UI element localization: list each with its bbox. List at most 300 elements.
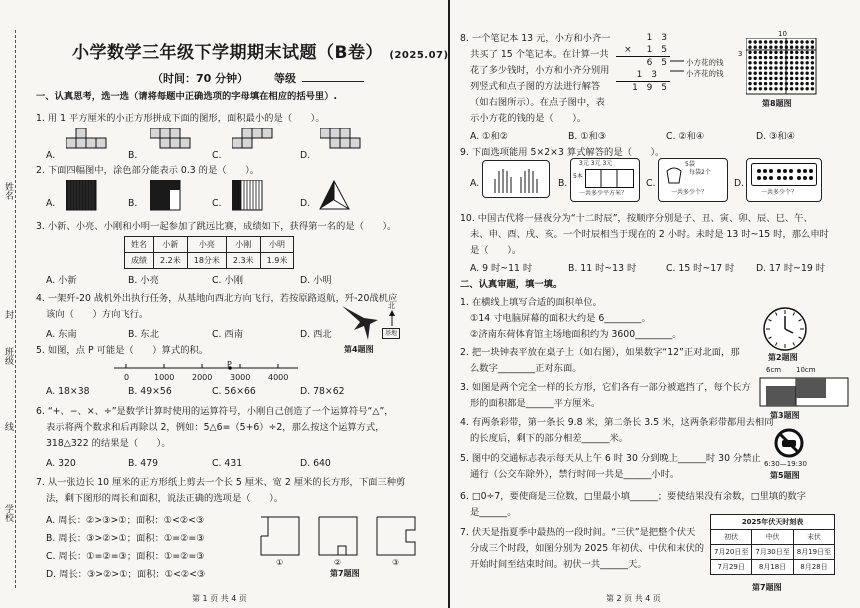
north-arrow-icon: [387, 310, 397, 326]
q8-dot: [780, 82, 783, 85]
q6-option-d[interactable]: D. 640: [300, 458, 331, 469]
f7-table-header: 中伏: [752, 530, 793, 545]
q8-dot: [769, 51, 772, 54]
q8-vertical-calc: [616, 32, 670, 94]
f5-text-line1[interactable]: 5. 图中的交通标志表示每天从上午 6 时 30 分到晚上______时 30 分禁止: [460, 453, 761, 464]
q7-figure-label: ③: [392, 558, 400, 567]
q8-dot: [806, 56, 809, 59]
q3-table-cell: 18分米: [187, 253, 226, 269]
exam-date: (2025.07): [389, 50, 449, 61]
q10-text-line2: 未、申、酉、戌、亥。一个时辰相当于现在的 2 小时。未时是 13 时~15 时，那么申时: [470, 229, 829, 240]
q6-text-line3: 318△322 的结果是（ ）。: [46, 438, 171, 449]
q5-option-a[interactable]: A. 18×38: [46, 386, 90, 397]
f7-table-cell: 8月18日: [752, 560, 793, 575]
left-page-footer: 第 1 页 共 4 页: [192, 594, 247, 603]
binding-name-label: 姓名: [3, 182, 13, 200]
q6-text-line2: 表示将两个数求和后再除以 2，例如：5△6=（5+6）÷2，那么按这个运算方式，: [46, 422, 385, 433]
q4-caption: 第4题图: [344, 345, 374, 354]
q8-dot: [759, 51, 762, 54]
q3-table-header: 小新: [154, 237, 188, 253]
binding-seal-label: 封: [3, 310, 13, 319]
q2-figure-a: [66, 180, 98, 212]
f7-table-cell: 8月19日至: [793, 545, 834, 560]
q3-table-cell: 2.3米: [226, 253, 260, 269]
q5-option-c[interactable]: C. 56×66: [212, 386, 256, 397]
q8-dot: [780, 61, 783, 64]
q8-dot: [754, 82, 757, 85]
q8-dot: [759, 72, 762, 75]
q4-base-label: 基地: [382, 328, 400, 339]
q2-option-d[interactable]: D.: [300, 198, 311, 209]
f7-caption: 第7题图: [752, 583, 782, 592]
q8-dot: [764, 87, 767, 90]
q8-dot: [780, 77, 783, 80]
q8-dot: [800, 82, 803, 85]
q9-option-a[interactable]: A.: [470, 178, 480, 189]
q8-calc-row: × 1 5: [616, 44, 670, 57]
q8-dot: [795, 51, 798, 54]
q8-option-d[interactable]: D. ③和④: [756, 131, 796, 142]
q3-table-cell: 2.2米: [154, 253, 188, 269]
q8-dot: [780, 46, 783, 49]
q8-dot: [785, 82, 788, 85]
q8-text-line2: 共买了 15 个笔记本。在计算一共: [470, 49, 609, 60]
q8-dot: [764, 61, 767, 64]
q6-option-c[interactable]: C. 431: [212, 458, 243, 469]
q1-shape-b: [150, 128, 200, 158]
q10-option-c[interactable]: C. 15 时~17 时: [666, 263, 735, 274]
q8-dot: [785, 56, 788, 59]
q8-dot: [764, 46, 767, 49]
q3-table-header: 小明: [260, 237, 294, 253]
q8-dot: [795, 87, 798, 90]
q8-dot: [759, 66, 762, 69]
q9-b-rect-icon: [585, 169, 635, 189]
q8-dot: [785, 40, 788, 43]
q8-calc-row: 1 3: [616, 69, 670, 82]
q8-dot: [764, 82, 767, 85]
q9-d-dots-icon: [751, 163, 817, 187]
q8-text-line1: 8. 一个笔记本 13 元，小方和小齐一: [460, 33, 611, 44]
q8-dot: [806, 87, 809, 90]
q7-option-a[interactable]: A. 周长：②>③>①；面积：①<②<③: [46, 515, 205, 526]
q6-option-a[interactable]: A. 320: [46, 458, 76, 469]
f3-text-line2[interactable]: 形的面积都是______平方厘米。: [470, 398, 601, 409]
q8-option-a[interactable]: A. ①和②: [470, 131, 509, 142]
q8-dot: [795, 66, 798, 69]
q8-dot: [780, 66, 783, 69]
f7-table-title: 2025年伏天时刻表: [711, 515, 835, 530]
q8-note-qi: 小齐花的钱: [686, 69, 724, 78]
binding-strip: [0, 0, 30, 608]
q5-tick-label: 3000: [230, 373, 251, 382]
q3-option-a[interactable]: A. 小新: [46, 275, 77, 286]
f7-table-cell: 7月29日: [711, 560, 752, 575]
f7-text-line1: 7. 伏天是指夏季中最热的一段时间。“三伏”是把整个伏天: [460, 527, 696, 538]
q1-text: 1. 用 1 平方厘米的小正方形拼成下面的图形，面积最小的是（ ）。: [36, 113, 325, 124]
q8-dot: [754, 66, 757, 69]
q8-dots-top-label: 10: [778, 30, 787, 38]
q5-option-d[interactable]: D. 78×62: [300, 386, 345, 397]
q8-dot: [759, 82, 762, 85]
q8-dot: [785, 61, 788, 64]
f3-width-2: 10cm: [796, 366, 816, 374]
q8-option-c[interactable]: C. ②和④: [666, 131, 705, 142]
q9-c-bags: 5袋: [685, 161, 695, 168]
q8-dot: [811, 51, 814, 54]
q6-option-b[interactable]: B. 479: [128, 458, 159, 469]
q3-option-b[interactable]: B. 小亮: [128, 275, 159, 286]
q8-dot: [800, 46, 803, 49]
q8-dot: [748, 77, 751, 80]
q1-shape-c: [232, 128, 282, 158]
q8-dot: [774, 87, 777, 90]
q8-text-line3: 花了多少钱时，小方和小齐分别用: [470, 65, 610, 76]
q8-dot: [800, 56, 803, 59]
q8-calc-row: 1 9 5: [632, 83, 670, 93]
q7-option-c[interactable]: C. 周长：①=②=③；面积：①=②=③: [46, 551, 205, 562]
q8-dot: [754, 56, 757, 59]
q8-dot: [785, 87, 788, 90]
q4-jet-icon: [338, 300, 382, 344]
q8-dot: [806, 51, 809, 54]
q3-option-c[interactable]: C. 小刚: [212, 275, 243, 286]
q1-option-b[interactable]: B.: [128, 150, 138, 161]
q8-dot: [800, 72, 803, 75]
q5-option-b[interactable]: B. 49×56: [128, 386, 172, 397]
q3-table-header: 小亮: [187, 237, 226, 253]
q4-option-c[interactable]: C. 西南: [212, 329, 243, 340]
f7-table-header: 初伏: [711, 530, 752, 545]
q8-dot: [748, 46, 751, 49]
q8-dot: [769, 66, 772, 69]
q8-dot: [800, 66, 803, 69]
q8-dot: [790, 77, 793, 80]
q3-table-cell: 成绩: [125, 253, 154, 269]
section-1-heading: 一、认真思考，选一选（请将每题中正确选项的字母填在相应的括号里）.: [36, 91, 338, 102]
q10-option-a[interactable]: A. 9 时~11 时: [470, 263, 533, 274]
q8-dot: [811, 77, 814, 80]
q8-text-line4: 列竖式和点子图的方法进行解答: [470, 81, 601, 92]
q8-dot: [795, 46, 798, 49]
q8-dot: [795, 40, 798, 43]
exam-meta: [152, 70, 364, 86]
f4-text-line2[interactable]: 的长度后，剩下的部分相差______米。: [470, 433, 629, 444]
grade-label: 等级: [273, 72, 296, 85]
page-divider: [448, 0, 450, 608]
q8-dot: [769, 61, 772, 64]
q8-dot: [774, 46, 777, 49]
q2-figure-c: [232, 180, 264, 212]
f7-table-cell: 7月30日至: [752, 545, 793, 560]
f2-caption: 第2题图: [768, 353, 798, 362]
q8-dot: [774, 72, 777, 75]
binding-school-label: 学校: [3, 504, 13, 522]
q8-dot: [774, 77, 777, 80]
f7-table-header: 末伏: [793, 530, 834, 545]
q8-dot: [790, 61, 793, 64]
q4-text-line1: 4. 一架歼-20 战机外出执行任务，从基地向西北方向飞行，若按原路返航，歼-20战机应: [36, 293, 398, 304]
right-column: [456, 0, 856, 608]
q8-dot: [759, 87, 762, 90]
q8-dot: [769, 82, 772, 85]
q8-caption: 第8题图: [762, 99, 792, 108]
q9-c-each: 每袋2个: [689, 169, 711, 176]
q8-calc-row: 6 5: [646, 58, 670, 68]
q8-dot: [759, 77, 762, 80]
q8-dot: [785, 51, 788, 54]
q8-dot: [764, 66, 767, 69]
q9-text: 9. 下面选项能用 5×2×3 算式解答的是（ ）。: [460, 147, 665, 158]
q1-shape-a: [66, 128, 116, 158]
q8-dot: [806, 46, 809, 49]
q7-cut-figure-2: [318, 516, 358, 556]
q8-dot: [748, 61, 751, 64]
q8-dot: [764, 51, 767, 54]
q10-option-b[interactable]: B. 11 时~13 时: [568, 263, 637, 274]
q8-dot: [795, 61, 798, 64]
q4-option-d[interactable]: D. 西北: [300, 329, 332, 340]
clock-icon: [762, 306, 808, 352]
f3-width-1: 6cm: [766, 366, 782, 374]
q8-dot: [769, 40, 772, 43]
q6-text-line1: 6. “+、−、×、÷”是数学计算时使用的运算符号，小刚自己创造了一个运算符号“△”，: [36, 406, 394, 417]
f7-text-line2: 分成三个时段，如图分别为 2025 年初伏、中伏和末伏的: [470, 543, 705, 554]
q8-dot: [790, 46, 793, 49]
q8-dot: [811, 56, 814, 59]
q9-option-b[interactable]: B.: [558, 178, 568, 189]
q8-dot: [790, 51, 793, 54]
q9-b-mid-label: 5本: [573, 173, 583, 180]
no-car-sign-icon: [774, 428, 804, 458]
q8-dot: [759, 40, 762, 43]
q8-dot: [759, 61, 762, 64]
q2-option-c[interactable]: C.: [212, 198, 222, 209]
f7-table-cell: 8月28日: [793, 560, 834, 575]
q8-dot: [811, 61, 814, 64]
q8-dot: [795, 56, 798, 59]
f6-text[interactable]: 6. □0÷7，要使商是三位数，□里最小填______；要使结果没有余数，□里填的数字: [460, 491, 807, 502]
q8-dot: [754, 51, 757, 54]
q1-option-d[interactable]: D.: [300, 150, 311, 161]
q8-dot: [780, 72, 783, 75]
q10-text-line3: 是（ ）。: [470, 245, 522, 256]
q1-shape-d: [320, 128, 370, 158]
q8-dot: [790, 72, 793, 75]
q7-caption: 第7题图: [330, 569, 360, 578]
q8-dot: [790, 66, 793, 69]
q8-dot: [754, 72, 757, 75]
q9-option-c[interactable]: C.: [646, 178, 656, 189]
f4-text-line1: 4. 有两条彩带，第一条长 9.8 米，第二条长 3.5 米，这两条彩带都用去相同: [460, 417, 774, 428]
q7-text-line1: 7. 从一张边长 10 厘米的正方形纸上剪去一个长 5 厘米、宽 2 厘米的长方形，下面三种剪: [36, 477, 406, 488]
q8-dot: [769, 87, 772, 90]
q7-figure-label: ①: [276, 558, 284, 567]
q9-option-b-picture: [570, 158, 640, 202]
q8-dot: [795, 72, 798, 75]
q8-dot: [795, 82, 798, 85]
q8-dots-left-label: 3: [738, 50, 743, 58]
q1-option-a[interactable]: A.: [46, 150, 56, 161]
q8-dot: [785, 66, 788, 69]
q8-dot: [790, 82, 793, 85]
q8-dot: [764, 40, 767, 43]
q8-dot: [800, 77, 803, 80]
q8-dot: [785, 77, 788, 80]
q8-dot: [769, 72, 772, 75]
q8-dot: [748, 66, 751, 69]
q8-arrows: [670, 56, 686, 76]
q8-dot: [748, 51, 751, 54]
q8-dot: [774, 66, 777, 69]
q8-dot: [811, 82, 814, 85]
q8-dot: [774, 82, 777, 85]
q5-tick-label: 2000: [192, 373, 213, 382]
f1-part-a[interactable]: ①14 寸电脑屏幕的面积大约是 6________。: [470, 313, 651, 324]
q2-option-b[interactable]: B.: [128, 198, 138, 209]
q8-dot: [806, 61, 809, 64]
q8-dot: [780, 87, 783, 90]
q8-dot: [769, 77, 772, 80]
q2-option-a[interactable]: A.: [46, 198, 56, 209]
q3-text: 3. 小新、小亮、小刚和小明一起参加了跳远比赛，成绩如下，获得第一名的是（ ）。: [36, 221, 397, 232]
q8-dot: [780, 51, 783, 54]
q9-d-question: 一共多少个？: [761, 189, 798, 196]
f7-table-cell: 7月20日至: [711, 545, 752, 560]
q9-option-d-picture: [746, 158, 822, 202]
f5-time-range: 6:30—19:30: [764, 460, 807, 468]
q8-dot: [806, 72, 809, 75]
f2-text-line1: 2. 把一块钟表平放在桌子上（如右图），如果数字“12”正对北面，那: [460, 347, 740, 358]
q8-dot: [769, 56, 772, 59]
q8-dot: [754, 61, 757, 64]
f1-part-b[interactable]: ②济南东荷体育馆主场地面积约为 3600________。: [470, 329, 682, 340]
q8-dot: [748, 72, 751, 75]
q4-option-a[interactable]: A. 东南: [46, 329, 77, 340]
q8-dot: [800, 40, 803, 43]
grade-blank[interactable]: [302, 81, 364, 82]
q8-dot: [800, 61, 803, 64]
q5-tick-label: 4000: [268, 373, 289, 382]
q8-dot: [811, 87, 814, 90]
q8-dot: [790, 87, 793, 90]
q9-hands-icon: [483, 161, 549, 197]
q5-point-label: P: [227, 360, 232, 369]
q7-text-line2: 法，剩下图形的周长和面积，说法正确的选项是（ ）。: [46, 493, 284, 504]
q5-tick-label: 0: [124, 373, 130, 382]
q8-dot: [759, 46, 762, 49]
f3-text-line1: 3. 如图是两个完全一样的长方形，它们各有一部分被遮挡了，每个长方: [460, 382, 751, 393]
q1-option-c[interactable]: C.: [212, 150, 222, 161]
q8-text-line6: 示小方花的钱的是（ ）。: [470, 113, 587, 124]
binding-class-label: 班级: [3, 347, 13, 365]
q7-cut-figure-1: [260, 516, 300, 556]
exam-time: （时间：70 分钟）: [152, 72, 249, 85]
q4-option-b[interactable]: B. 东北: [128, 329, 159, 340]
q8-dot: [764, 77, 767, 80]
f7-text-line3[interactable]: 开始时间至结束时间。初伏一共______天。: [470, 559, 647, 570]
q8-dot: [811, 72, 814, 75]
q3-option-d[interactable]: D. 小明: [300, 275, 332, 286]
q8-dot: [811, 66, 814, 69]
q3-table-cell: 1.9米: [260, 253, 294, 269]
q5-text: 5. 如图，点 P 可能是（ ）算式的积。: [36, 345, 209, 356]
f2-text-line2[interactable]: 么数字________正对东面。: [470, 363, 582, 374]
q8-note-fang: 小方花的钱: [686, 58, 724, 67]
q9-option-d[interactable]: D.: [734, 178, 745, 189]
q8-dot: [764, 56, 767, 59]
q8-dot: [811, 46, 814, 49]
q2-text: 2. 下面四幅图中，涂色部分能表示 0.3 的是（ ）。: [36, 165, 260, 176]
q8-dot: [774, 61, 777, 64]
q7-option-b[interactable]: B. 周长：③>②>①；面积：①=②=③: [46, 533, 205, 544]
q8-dot: [754, 40, 757, 43]
f6-text-line2[interactable]: 是______。: [470, 507, 517, 518]
binding-dashed-line: [15, 30, 16, 588]
q8-text-line5: （如右图所示）。在点子图中，表: [470, 97, 605, 108]
f5-caption: 第5题图: [770, 471, 800, 480]
q8-dot: [806, 40, 809, 43]
q5-tick-label: 1000: [154, 373, 175, 382]
f3-caption: 第3题图: [770, 411, 800, 420]
q8-dot: [754, 87, 757, 90]
f5-text-line2[interactable]: 通行（公交车除外），禁行时间一共是______小时。: [470, 469, 680, 480]
q9-option-c-picture: [658, 158, 728, 202]
q8-dot: [795, 77, 798, 80]
q10-text-line1: 10. 中国古代将一昼夜分为“十二时辰”，按顺序分别是子、丑、寅、卯、辰、巳、午、: [460, 213, 813, 224]
right-page-footer: 第 2 页 共 4 页: [606, 594, 661, 603]
q8-dot: [754, 77, 757, 80]
q8-dot: [806, 66, 809, 69]
q8-dot: [748, 40, 751, 43]
left-column: [32, 0, 449, 608]
q8-dot: [754, 46, 757, 49]
q8-dot: [774, 51, 777, 54]
exam-title: [72, 38, 449, 63]
exam-title-text: 小学数学三年级下学期期末试题（B卷）: [72, 43, 383, 63]
q8-dot: [774, 56, 777, 59]
q9-b-question: 一共多少平方米？: [579, 190, 628, 197]
q8-dot: [774, 40, 777, 43]
q8-dot: [800, 87, 803, 90]
q8-calc-row: 1 3: [646, 33, 670, 43]
q7-option-d[interactable]: D. 周长：③>②>①；面积：①<②<③: [46, 569, 206, 580]
q4-text-line2: 该向（ ）方向飞行。: [46, 309, 149, 320]
q8-option-b[interactable]: B. ①和③: [568, 131, 607, 142]
q8-dot: [748, 87, 751, 90]
q2-figure-b: [150, 180, 182, 212]
q8-dot: [790, 56, 793, 59]
binding-line-label: 线: [3, 422, 13, 431]
q8-dot: [806, 77, 809, 80]
q8-dot: [800, 51, 803, 54]
q8-dot: [806, 82, 809, 85]
q2-figure-d: [318, 180, 352, 212]
q4-north-label: 北: [388, 302, 395, 310]
q3-table-header: 小刚: [226, 237, 260, 253]
q8-dot: [748, 82, 751, 85]
q8-dot: [780, 56, 783, 59]
q9-c-question: 一共多少个？: [671, 189, 708, 196]
q10-option-d[interactable]: D. 17 时~19 时: [756, 263, 826, 274]
q7-cut-figure-3: [376, 516, 416, 556]
f3-rectangles-figure: [758, 374, 850, 410]
q8-dot: [780, 40, 783, 43]
q8-dot: [785, 46, 788, 49]
q8-dot: [764, 72, 767, 75]
q8-dot: [811, 40, 814, 43]
q3-table-header: 姓名: [125, 237, 154, 253]
